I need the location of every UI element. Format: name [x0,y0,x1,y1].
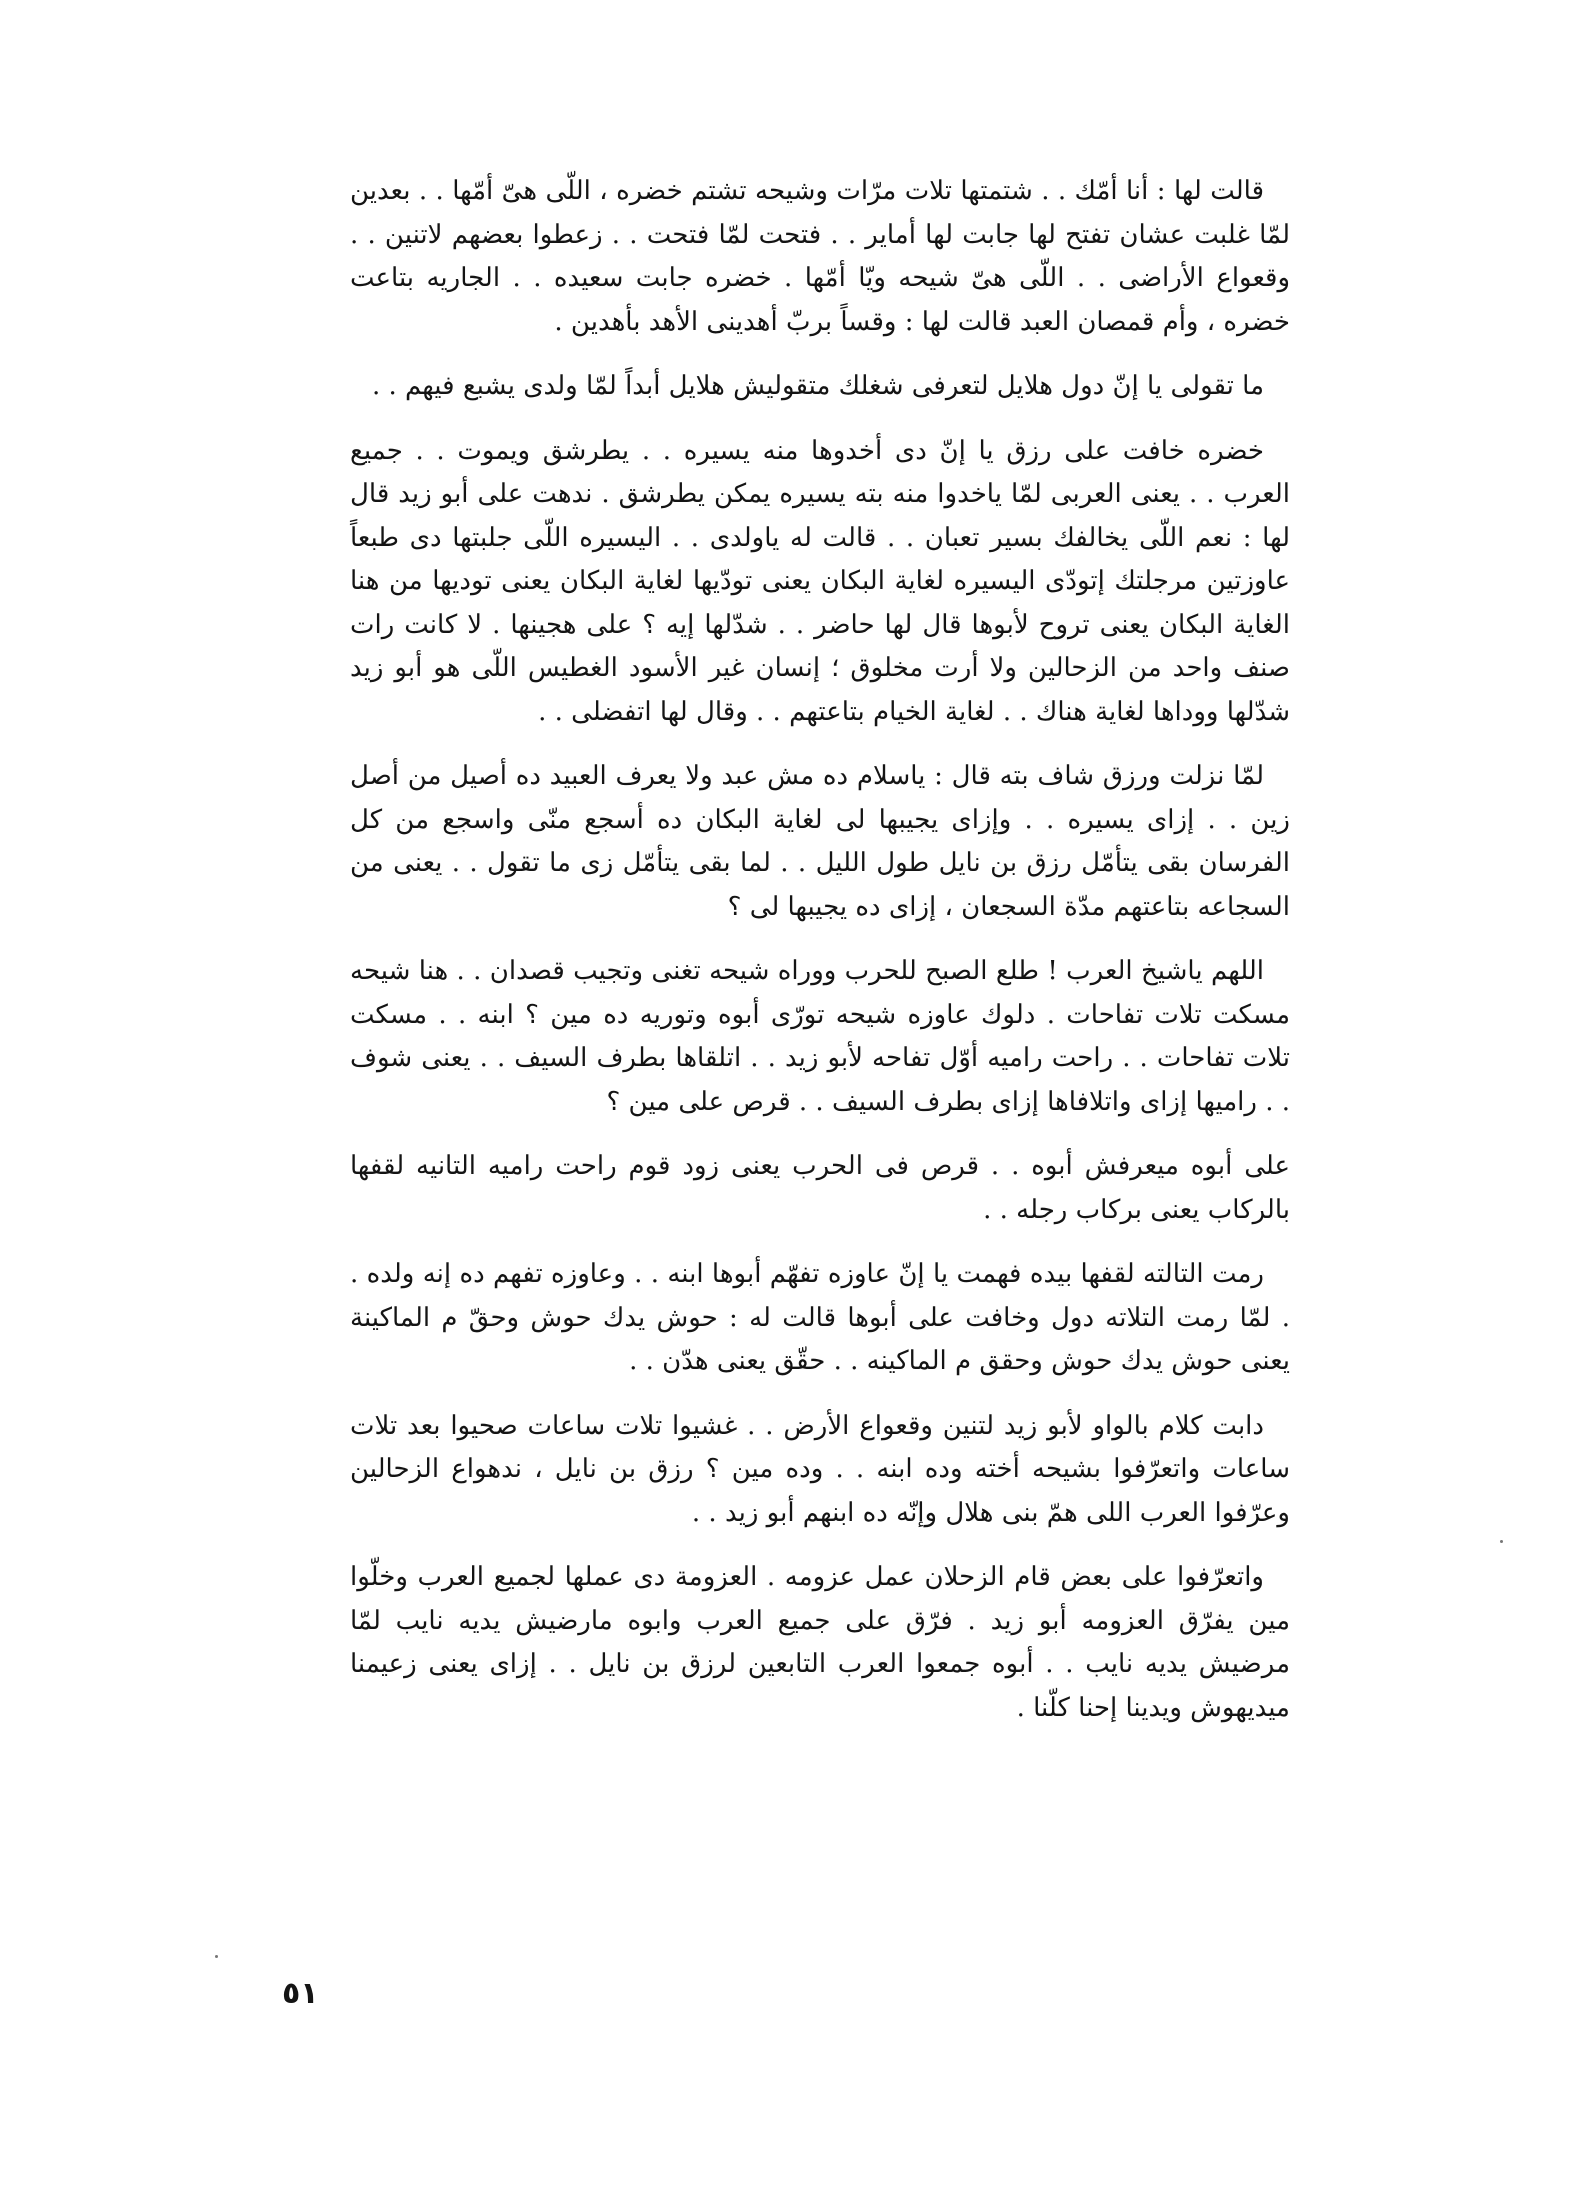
paragraph-7: رمت التالته لقفها بيده فهمت يا إنّ عاوزه تفهّم أبوها ابنه . . وعاوزه تفهم ده إنه ولده . . لمّا رمت التلاته دول وخافت على أبوها قالت له : حوش يدك حوش وحقّ م الماكينة يعنى حوش يدك حوش وحقق م الماكينه . . حقّق يعنى هدّن . . [350,1259,1290,1376]
paragraph-1: قالت لها : أنا أمّك . . شتمتها تلات مرّات وشيحه تشتم خضره ، اللّى هىّ أمّها . . بعدين لمّا غلبت عشان تفتح لها جابت لها أماير . . فتحت لمّا فتحت . . زعطوا بعضهم لاتنين . . وقعواع الأراضى . . اللّى هىّ شيحه ويّا أمّها . خضره جابت سعيده . . الجاريه بتاعت خضره ، وأم قمصان العبد قالت لها : وقساً بربّ أهدينى الأهد بأهدين . [350,176,1290,337]
paragraph-4: لمّا نزلت ورزق شاف بته قال : ياسلام ده مش عبد ولا يعرف العبيد ده أصيل من أصل زين . . إزاى يسيره . . وإزاى يجيبها لى لغاية البكان ده أسجع منّى واسجع من كل الفرسان بقى يتأمّل رزق بن نايل طول الليل . . لما بقى يتأمّل زى ما تقول . . يعنى من السجاعه بتاعتهم مدّة السجعان ، إزاى ده يجيبها لى ؟ [350,761,1290,922]
paragraph-6: على أبوه ميعرفش أبوه . . قرص فى الحرب يعنى زود قوم راحت راميه التانيه لقفها بالركاب يعنى بركاب رجله . . [350,1151,1290,1225]
page-number: ٥١ [282,1976,319,2011]
paragraph-2: ما تقولى يا إنّ دول هلايل لتعرفى شغلك متقوليش هلايل أبداً لمّا ولدى يشبع فيهم . . [371,371,1264,401]
scan-speck [1500,1540,1503,1543]
paragraph-5: اللهم ياشيخ العرب ! طلع الصبح للحرب ووراه شيحه تغنى وتجيب قصدان . . هنا شيحه مسكت تلات تفاحات . دلوك عاوزه شيحه تورّى أبوه وتوريه ده مين ؟ ابنه . . مسكت تلات تفاحات . . راحت راميه أوّل تفاحه لأبو زيد . . اتلقاها بطرف السيف . . يعنى شوف . . راميها إزاى واتلافاها إزاى بطرف السيف . . قرص على مين ؟ [350,956,1290,1117]
paragraph-3: خضره خافت على رزق يا إنّ دى أخدوها منه يسيره . . يطرشق ويموت . . جميع العرب . . يعنى العربى لمّا ياخدوا منه بته يسيره يمكن يطرشق . ندهت على أبو زيد قال لها : نعم اللّى يخالفك بسير تعبان . . قالت له ياولدى . . اليسيره اللّى جلبتها دى طبعاً عاوزتين مرجلتك إتودّى اليسيره لغاية البكان يعنى تودّيها لغاية البكان يعنى توديها من هنا الغاية البكان يعنى تروح لأبوها قال لها حاضر . . شدّلها إيه ؟ على هجينها . لا كانت رات صنف واحد من الزحالين ولا أرت مخلوق ؛ إنسان غير الأسود الغطيس اللّى هو أبو زيد شدّلها ووداها لغاية هناك . . لغاية الخيام بتاعتهم . . وقال لها اتفضلى . . [350,435,1290,727]
scan-speck [215,1955,218,1958]
paragraph-9: واتعرّفوا على بعض قام الزحلان عمل عزومه . العزومة دى عملها لجميع العرب وخلّوا مين يفرّق العزومه أبو زيد . فرّق على جميع العرب وابوه مارضيش يديه نايب لمّا مرضيش يديه نايب . . أبوه جمعوا العرب التابعين لرزق بن نايل . . إزاى يعنى زعيمنا ميديهوش ويدينا إحنا كلّنا . [350,1562,1290,1723]
paragraph-8: دابت كلام بالواو لأبو زيد لتنين وقعواع الأرض . . غشيوا تلات ساعات صحيوا بعد تلات ساعات واتعرّفوا بشيحه أخته وده ابنه . . وده مين ؟ رزق بن نايل ، ندهواع الزحالين وعرّفوا العرب اللى همّ بنى هلال وإنّه ده ابنهم أبو زيد . . [350,1410,1290,1528]
body-text [350,170,1290,1751]
